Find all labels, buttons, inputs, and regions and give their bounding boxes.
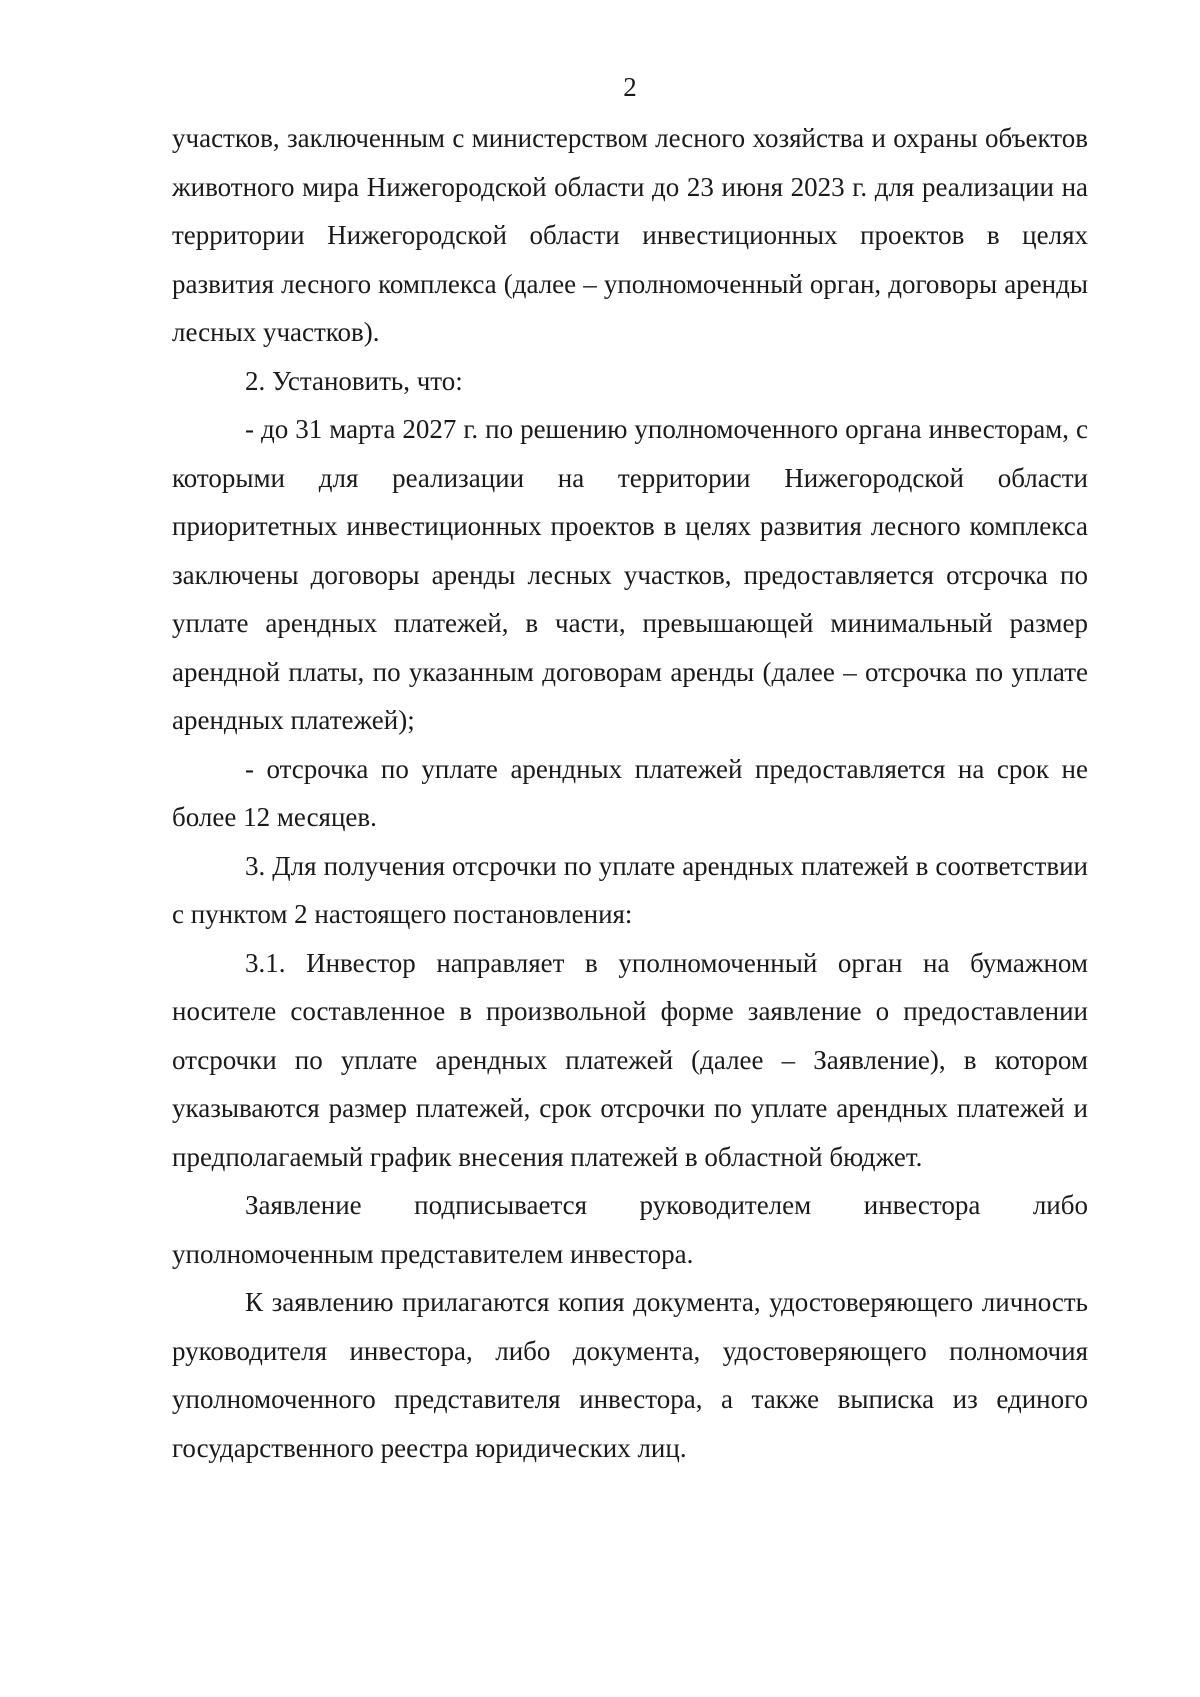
paragraph-attachments: К заявлению прилагаются копия документа, удостоверяющего личность руководителя инвестора, либо документа, удостоверяющего полномочия уполномоченного представителя инвестора, а также выписка из единого государственного реестра юридических лиц. — [172, 1287, 1088, 1463]
paragraph-clause-2-item-1: - до 31 марта 2027 г. по решению уполномоченного органа инвесторам, с которыми для реализации на территории Нижегородской области приоритетных инвестиционных проектов в целях развития лесного комплекса заключены договоры аренды лесных участков, предоставляется отсрочка по уплате арендных платежей, в части, превышающей минимальный размер арендной платы, по указанным договорам аренды (далее – отсрочка по уплате арендных платежей); — [172, 414, 1088, 735]
document-body — [172, 114, 1088, 1472]
page-number: 2 — [623, 72, 637, 102]
paragraph-clause-2: 2. Установить, что: — [245, 365, 463, 396]
paragraph-clause-3: 3. Для получения отсрочки по уплате арендных платежей в соответствии с пунктом 2 настоящего постановления: — [172, 850, 1088, 929]
paragraph-clause-2-item-2: - отсрочка по уплате арендных платежей предоставляется на срок не более 12 месяцев. — [172, 753, 1088, 832]
paragraph-clause-3-1: 3.1. Инвестор направляет в уполномоченный орган на бумажном носителе составленное в произвольной форме заявление о предоставлении отсрочки по уплате арендных платежей (далее – Заявление), в котором указываются размер платежей, срок отсрочки по уплате арендных платежей и предполагаемый график внесения платежей в областной бюджет. — [172, 947, 1088, 1172]
paragraph-signature-rule: Заявление подписывается руководителем инвестора либо уполномоченным представителем инвестора. — [172, 1190, 1088, 1269]
paragraph-continuation: участков, заключенным с министерством лесного хозяйства и охраны объектов животного мира Нижегородской области до 23 июня 2023 г. для реализации на территории Нижегородской области инвестиционных проектов в целях развития лесного комплекса (далее – уполномоченный орган, договоры аренды лесных участков). — [172, 123, 1088, 347]
